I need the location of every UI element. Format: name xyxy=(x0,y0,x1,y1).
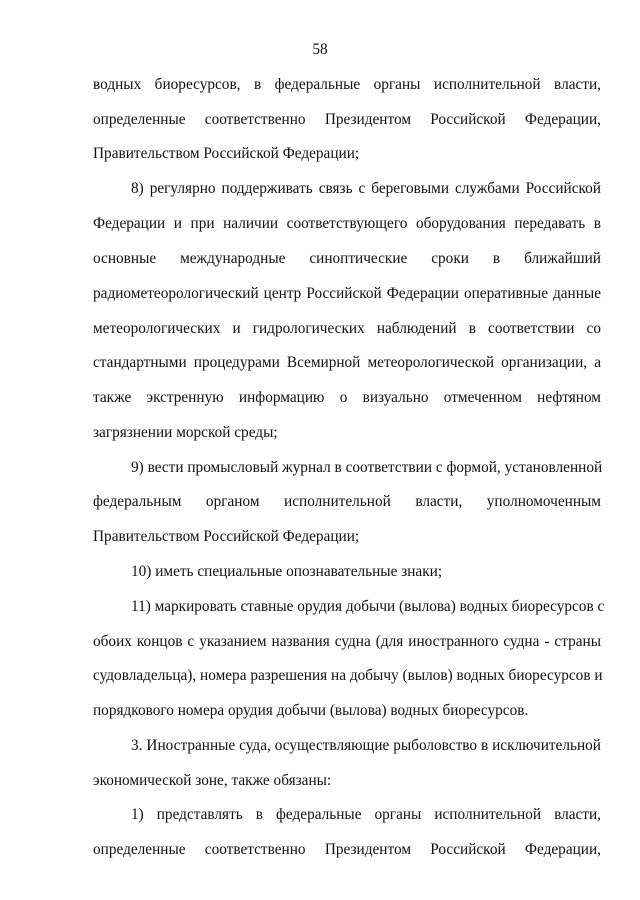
text-line: основные международные синоптические сроки в ближайший xyxy=(93,250,601,267)
text-line: также экстренную информацию о визуально отмеченном нефтяном xyxy=(93,389,601,406)
text-line: 3. Иностранные суда, осуществляющие рыболовство в исключительной xyxy=(131,737,601,754)
text-line: порядкового номера орудия добычи (вылова) водных биоресурсов. xyxy=(93,702,529,719)
text-line: метеорологических и гидрологических наблюдений в соответствии со xyxy=(93,320,601,337)
text-line: судовладельца), номера разрешения на добычу (вылов) водных биоресурсов и xyxy=(93,667,603,684)
text-line: загрязнении морской среды; xyxy=(93,424,278,441)
text-line: 1) представлять в федеральные органы исполнительной власти, xyxy=(131,806,601,823)
text-line: Правительством Российской Федерации; xyxy=(93,145,360,162)
text-line: обоих концов с указанием названия судна (для иностранного судна - страны xyxy=(93,633,601,650)
text-line: водных биоресурсов, в федеральные органы исполнительной власти, xyxy=(93,76,601,93)
text-line: Федерации и при наличии соответствующего оборудования передавать в xyxy=(93,215,601,232)
text-line: 11) маркировать ставные орудия добычи (вылова) водных биоресурсов с xyxy=(131,598,605,615)
text-line: определенные соответственно Президентом Российской Федерации, xyxy=(93,111,601,128)
text-line: экономической зоне, также обязаны: xyxy=(93,772,332,789)
text-line: определенные соответственно Президентом Российской Федерации, xyxy=(93,841,601,858)
text-line: 10) иметь специальные опознавательные знаки; xyxy=(131,563,443,580)
text-line: 8) регулярно поддерживать связь с береговыми службами Российской xyxy=(131,180,601,197)
page-number: 58 xyxy=(312,41,328,58)
text-line: радиометеорологический центр Российской Федерации оперативные данные xyxy=(93,285,601,302)
text-line: федеральным органом исполнительной власти, уполномоченным xyxy=(93,493,601,510)
text-line: стандартными процедурами Всемирной метеорологической организации, а xyxy=(93,354,601,371)
text-line: 9) вести промысловый журнал в соответствии с формой, установленной xyxy=(131,459,603,476)
text-line: Правительством Российской Федерации; xyxy=(93,528,360,545)
